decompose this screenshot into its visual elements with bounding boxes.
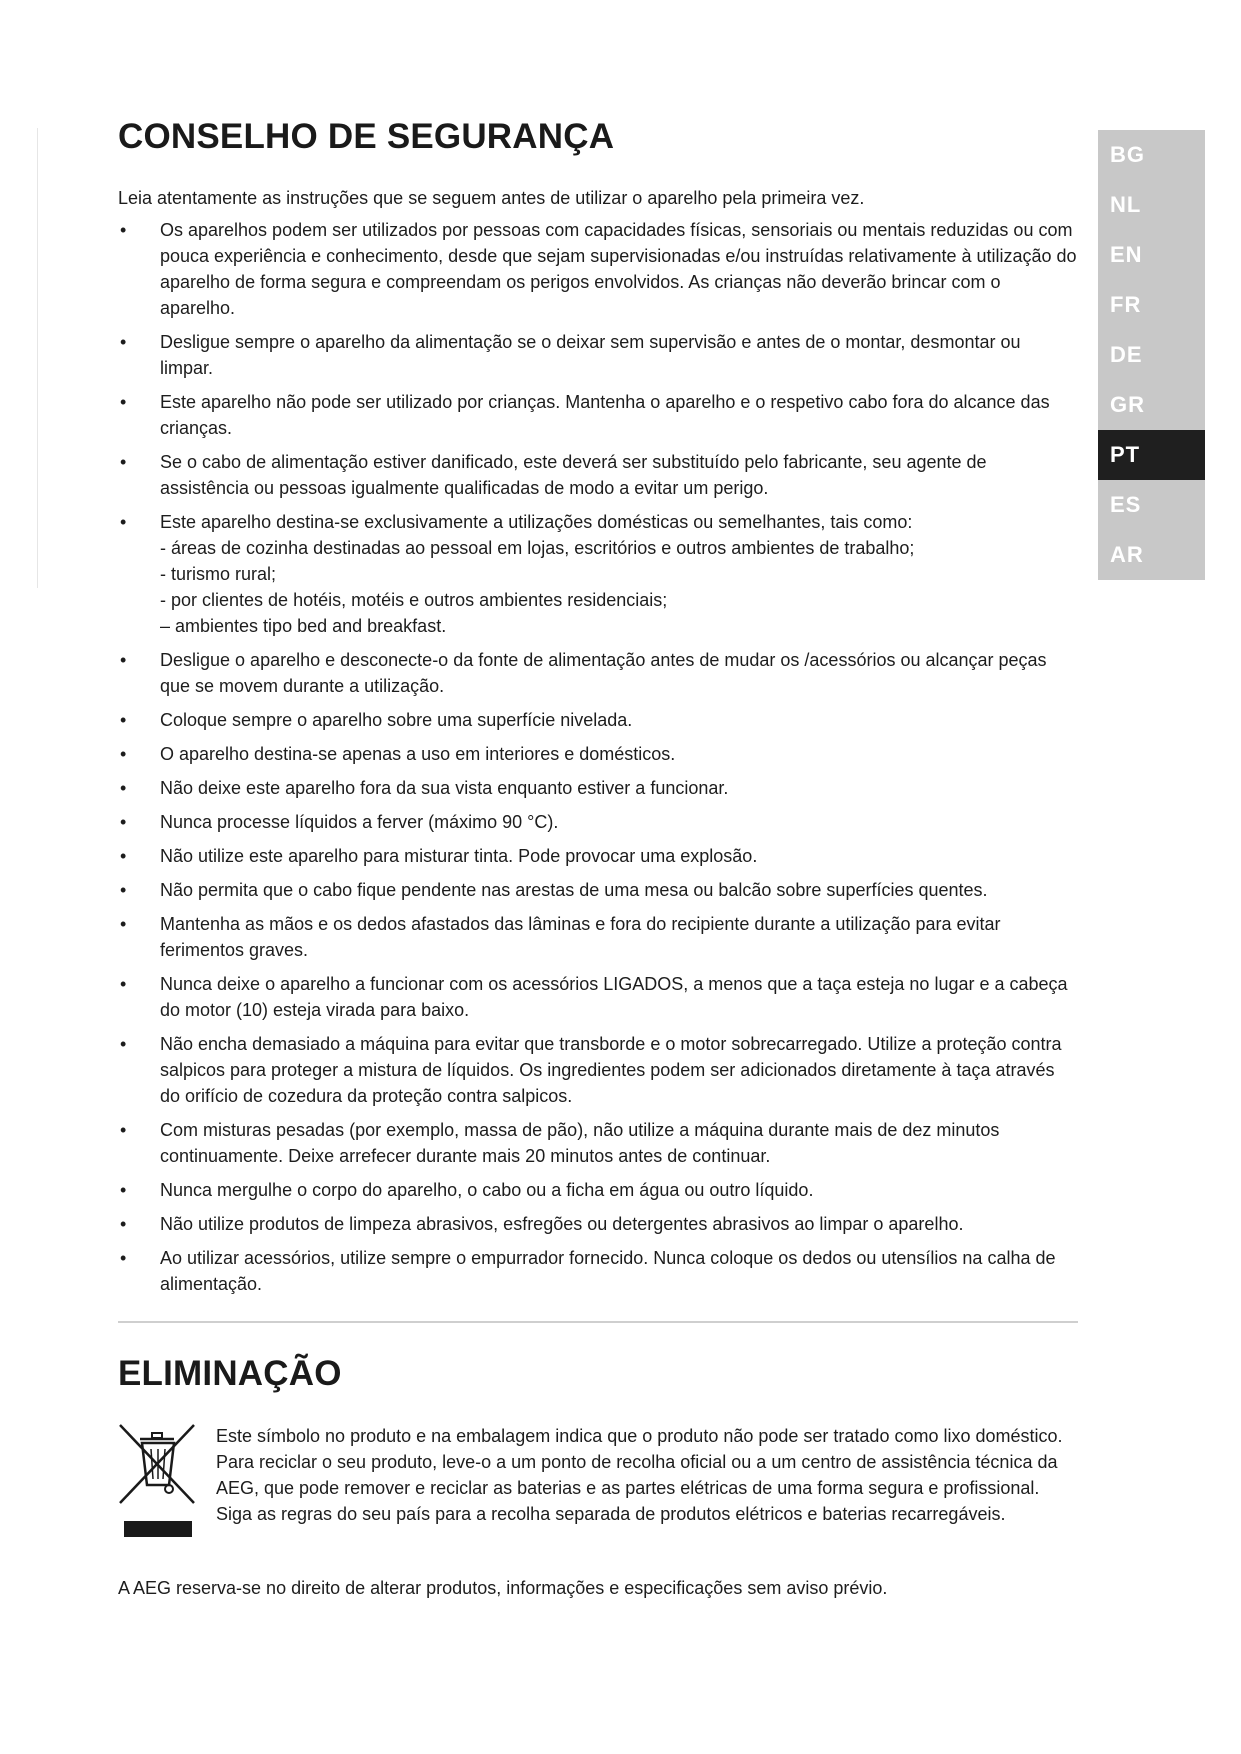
language-tab-fr[interactable]: FR [1098, 280, 1205, 330]
safety-rule-text: Este aparelho não pode ser utilizado por crianças. Mantenha o aparelho e o respetivo cabo fora do alcance das crianças. [160, 391, 1050, 438]
safety-rule-text: Desligue o aparelho e desconecte-o da fonte de alimentação antes de mudar os /acessórios ou alcançar peças que se movem durante a utilização. [160, 649, 1047, 696]
disclaimer-note: A AEG reserva-se no direito de alterar produtos, informações e especificações sem aviso prévio. [118, 1578, 888, 1598]
safety-rule-text: Desligue sempre o aparelho da alimentação se o deixar sem supervisão e antes de o montar, desmontar ou limpar. [160, 331, 1021, 378]
safety-rule-text: Não utilize este aparelho para misturar tinta. Pode provocar uma explosão. [160, 845, 758, 866]
bullet-icon: • [120, 1119, 127, 1140]
safety-rule-item [118, 217, 1078, 321]
language-tab-pt[interactable]: PT [1098, 430, 1205, 480]
safety-rule-item [118, 1211, 1078, 1237]
page-margin-line [37, 128, 38, 588]
bullet-icon: • [120, 1213, 127, 1234]
safety-rule-item [118, 971, 1078, 1023]
disposal-block [118, 1423, 1078, 1571]
safety-rule-item [118, 1245, 1078, 1297]
bullet-icon: • [120, 709, 127, 730]
safety-rule-text: Este aparelho destina-se exclusivamente a utilizações domésticas ou semelhantes, tais como: - áreas de cozinha destinadas ao pessoal em lojas, escritórios e outros ambientes de trabalho; - turismo rural; - por clientes de hotéis, motéis e outros ambientes residenciais; – ambientes tipo bed and breakfast. [160, 511, 915, 636]
language-tab-en[interactable]: EN [1098, 230, 1205, 280]
safety-rule-text: Com misturas pesadas (por exemplo, massa de pão), não utilize a máquina durante mais de dez minutos continuamente. Deixe arrefecer durante mais 20 minutos antes de continuar. [160, 1119, 1000, 1166]
safety-rule-text: Nunca processe líquidos a ferver (máximo 90 °C). [160, 811, 559, 832]
safety-rule-text: Nunca mergulhe o corpo do aparelho, o cabo ou a ficha em água ou outro líquido. [160, 1179, 814, 1200]
bullet-icon: • [120, 777, 127, 798]
safety-rule-item [118, 449, 1078, 501]
safety-rule-item [118, 809, 1078, 835]
bullet-icon: • [120, 649, 127, 670]
bullet-icon: • [120, 451, 127, 472]
safety-rule-item [118, 741, 1078, 767]
bullet-icon: • [120, 913, 127, 934]
safety-rule-item [118, 911, 1078, 963]
safety-rule-text: Não permita que o cabo fique pendente nas arestas de uma mesa ou balcão sobre superfícies quentes. [160, 879, 988, 900]
bullet-icon: • [120, 1179, 127, 1200]
language-tab-de[interactable]: DE [1098, 330, 1205, 380]
safety-rule-item [118, 843, 1078, 869]
safety-rule-text: Nunca deixe o aparelho a funcionar com os acessórios LIGADOS, a menos que a taça esteja no lugar e a cabeça do motor (10) esteja virada para baixo. [160, 973, 1068, 1020]
safety-rule-item [118, 509, 1078, 639]
bullet-icon: • [120, 1033, 127, 1054]
safety-rule-text: Não deixe este aparelho fora da sua vista enquanto estiver a funcionar. [160, 777, 729, 798]
bullet-icon: • [120, 879, 127, 900]
bullet-icon: • [120, 331, 127, 352]
safety-rule-text: Se o cabo de alimentação estiver danificado, este deverá ser substituído pelo fabricante, seu agente de assistência ou pessoas igualmente qualificadas de modo a evitar um perigo. [160, 451, 987, 498]
bullet-icon: • [120, 743, 127, 764]
bullet-icon: • [120, 973, 127, 994]
language-tab-gr[interactable]: GR [1098, 380, 1205, 430]
bullet-icon: • [120, 845, 127, 866]
bullet-icon: • [120, 219, 127, 240]
language-tab-es[interactable]: ES [1098, 480, 1205, 530]
safety-rule-item [118, 877, 1078, 903]
bullet-icon: • [120, 811, 127, 832]
safety-rule-item [118, 647, 1078, 699]
safety-title: CONSELHO DE SEGURANÇA [118, 117, 615, 156]
safety-rules-list [118, 217, 1078, 1297]
section-divider [118, 1321, 1078, 1323]
weee-crossed-bin-icon [118, 1423, 198, 1541]
safety-rule-item [118, 1177, 1078, 1203]
safety-rule-text: O aparelho destina-se apenas a uso em interiores e domésticos. [160, 743, 676, 764]
language-tab-ar[interactable]: AR [1098, 530, 1205, 580]
safety-rule-item [118, 1031, 1078, 1109]
bullet-icon: • [120, 1247, 127, 1268]
disposal-title: ELIMINAÇÃO [118, 1353, 342, 1393]
safety-rule-text: Os aparelhos podem ser utilizados por pessoas com capacidades físicas, sensoriais ou mentais reduzidas ou com pouca experiência e conhecimento, desde que sejam supervisionadas e/ou instruídas relativamente à utilização do aparelho de forma segura e compreendam os perigos envolvidos. As crianças não deverão brincar com o aparelho. [160, 219, 1077, 318]
language-tab-nl[interactable]: NL [1098, 180, 1205, 230]
safety-rule-text: Mantenha as mãos e os dedos afastados das lâminas e fora do recipiente durante a utilização para evitar ferimentos graves. [160, 913, 1001, 960]
safety-rule-item [118, 1117, 1078, 1169]
safety-rule-text: Não encha demasiado a máquina para evitar que transborde e o motor sobrecarregado. Utilize a proteção contra salpicos para proteger a mistura de líquidos. Os ingredientes podem ser adicionados diretamente à taça através do orifício de cozedura da proteção contra salpicos. [160, 1033, 1062, 1106]
disposal-text: Este símbolo no produto e na embalagem indica que o produto não pode ser tratado como lixo doméstico. Para reciclar o seu produto, leve-o a um ponto de recolha oficial ou a um centro de assistência técnica da AEG, que pode remover e reciclar as baterias e as partes elétricas de uma forma segura e profissional. Siga as regras do seu país para a recolha separada de produtos elétricos e baterias recarregáveis. [216, 1426, 1063, 1524]
safety-rule-item [118, 707, 1078, 733]
bullet-icon: • [120, 391, 127, 412]
safety-rule-item [118, 389, 1078, 441]
document-content [118, 118, 1078, 1619]
language-tab-bg[interactable]: BG [1098, 130, 1205, 180]
safety-rule-item [118, 775, 1078, 801]
safety-rule-text: Coloque sempre o aparelho sobre uma superfície nivelada. [160, 709, 633, 730]
language-tabs [1098, 130, 1205, 580]
safety-rule-text: Não utilize produtos de limpeza abrasivos, esfregões ou detergentes abrasivos ao limpar o aparelho. [160, 1213, 964, 1234]
safety-intro: Leia atentamente as instruções que se seguem antes de utilizar o aparelho pela primeira vez. [118, 187, 865, 208]
safety-rule-text: Ao utilizar acessórios, utilize sempre o empurrador fornecido. Nunca coloque os dedos ou utensílios na calha de alimentação. [160, 1247, 1056, 1294]
safety-rule-item [118, 329, 1078, 381]
bullet-icon: • [120, 511, 127, 532]
